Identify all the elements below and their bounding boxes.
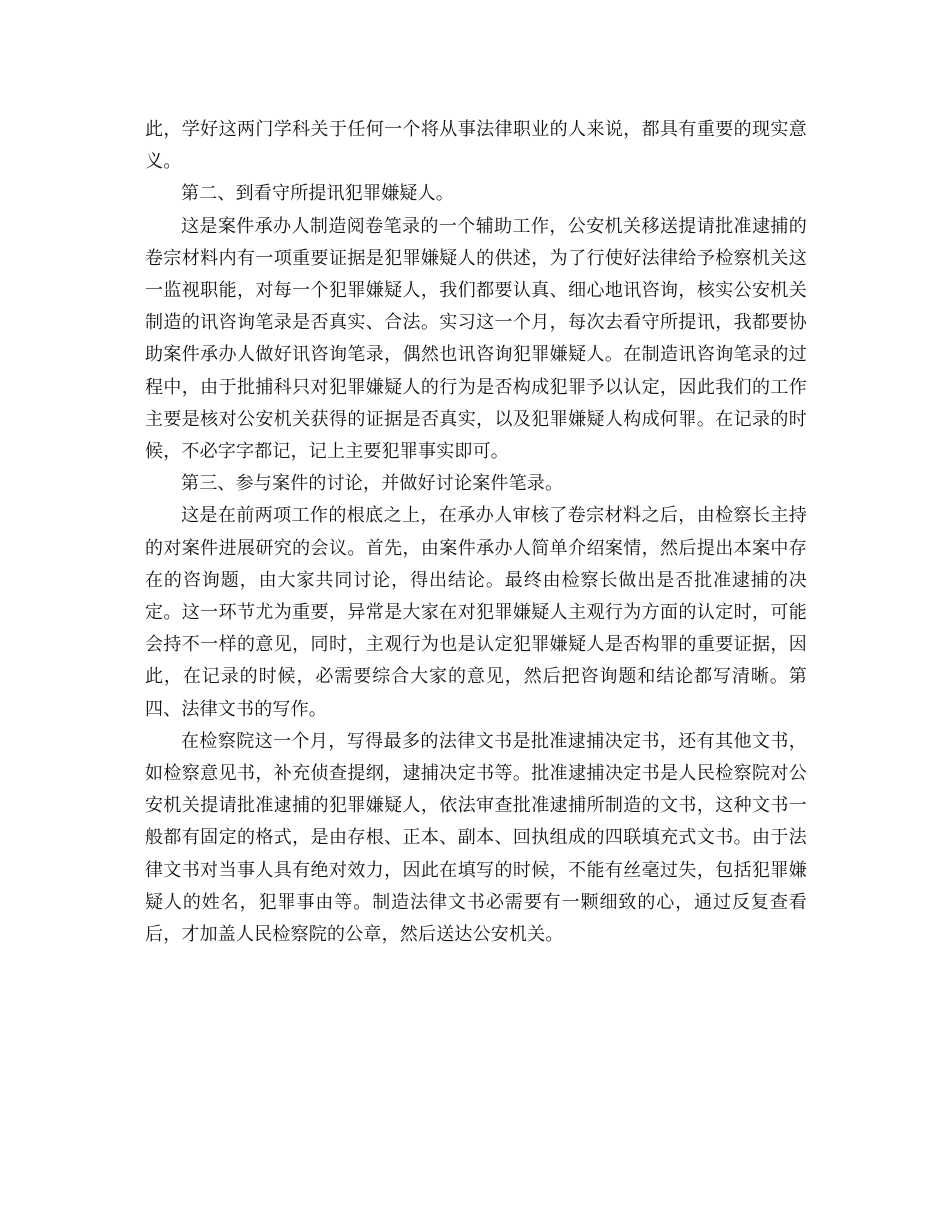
paragraph-6: 在检察院这一个月，写得最多的法律文书是批准逮捕决定书，还有其他文书，如检察意见书，补充侦查提纲，逮捕决定书等。批准逮捕决定书是人民检察院对公安机关提请批准逮捕的犯罪嫌疑人，依法审查批准逮捕所制造的文书，这种文书一般都有固定的格式，是由存根、正本、副本、回执组成的四联填充式文书。由于法律文书对当事人具有绝对效力，因此在填写的时候，不能有丝毫过失，包括犯罪嫌疑人的姓名，犯罪事由等。制造法律文书必需要有一颗细致的心，通过反复查看后，才加盖人民检察院的公章，然后送达公安机关。 [145,730,807,946]
paragraph-4-heading: 第三、参与案件的讨论，并做好讨论案件笔录。 [181,473,564,495]
paragraph-5: 这是在前两项工作的根底之上，在承办人审核了卷宗材料之后，由检察长主持的对案件进展研究的会议。首先，由案件承办人简单介绍案情，然后提出本案中存在的咨询题，由大家共同讨论，得出结论。最终由检察长做出是否批准逮捕的决定。这一环节尤为重要，异常是大家在对犯罪嫌疑人主观行为方面的认定时，可能会持不一样的意见，同时，主观行为也是认定犯罪嫌疑人是否构罪的重要证据，因此，在记录的时候，必需要综合大家的意见，然后把咨询题和结论都写清晰。第四、法律文书的写作。 [145,505,807,720]
document-body [145,114,807,951]
paragraph-1: 此，学好这两门学科关于任何一个将从事法律职业的人来说，都具有重要的现实意义。 [145,119,807,173]
paragraph-3: 这是案件承办人制造阅卷笔录的一个辅助工作，公安机关移送提请批准逮捕的卷宗材料内有一项重要证据是犯罪嫌疑人的供述，为了行使好法律给予检察机关这一监视职能，对每一个犯罪嫌疑人，我们都要认真、细心地讯咨询，核实公安机关制造的讯咨询笔录是否真实、合法。实习这一个月，每次去看守所提讯，我都要协助案件承办人做好讯咨询笔录，偶然也讯咨询犯罪嫌疑人。在制造讯咨询笔录的过程中，由于批捕科只对犯罪嫌疑人的行为是否构成犯罪予以认定，因此我们的工作主要是核对公安机关获得的证据是否真实，以及犯罪嫌疑人构成何罪。在记录的时候，不必字字都记，记上主要犯罪事实即可。 [145,215,807,463]
paragraph-2-heading: 第二、到看守所提讯犯罪嫌疑人。 [181,183,454,205]
